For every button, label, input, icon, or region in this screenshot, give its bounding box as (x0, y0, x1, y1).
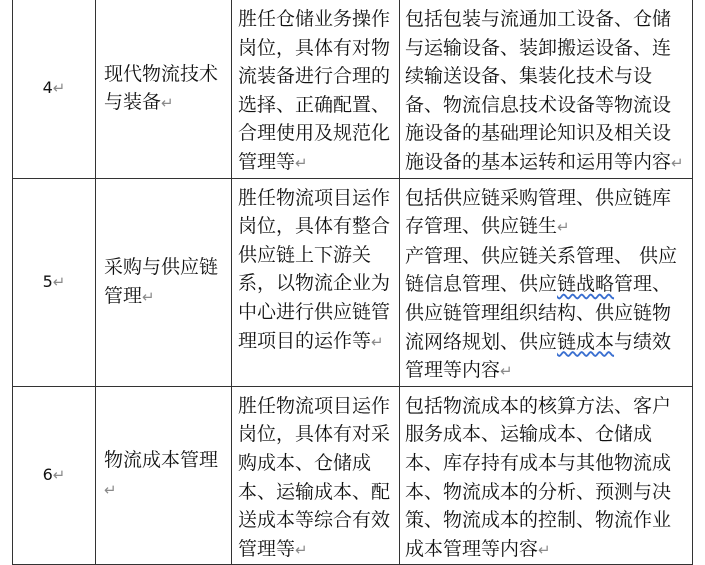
requirement-text: 胜任物流项目运作岗位，具体有对采购成本、仓储成本、运输成本、配送成本等综合有效管理等 (238, 394, 391, 560)
content-cell (400, 178, 693, 386)
paragraph-mark-icon: ↵ (371, 332, 384, 351)
course-name: 物流成本管理 (104, 449, 219, 472)
requirement-cell (232, 386, 400, 565)
paragraph-mark-icon: ↵ (295, 153, 308, 172)
table-row (13, 386, 693, 565)
content-text-part: 与绩效管理等内容 (405, 330, 672, 382)
row-number: 4 (42, 78, 53, 98)
spellcheck-underlined-text: 链战略 (557, 273, 615, 296)
requirement-text: 胜任物流项目运作岗位，具体有整合供应链上下游关系，以物流企业为中心进行供应链管理项目的运作等 (238, 186, 391, 352)
course-name-cell (96, 178, 232, 386)
course-name-cell (96, 386, 232, 565)
content-cell (400, 0, 693, 178)
content-text-part: 包括供应链采购管理、供应链库存管理、供应链生 (405, 186, 672, 238)
paragraph-mark-icon: ↵ (295, 540, 308, 559)
course-name: 现代物流技术与装备 (104, 62, 219, 114)
row-number: 6 (42, 465, 53, 485)
course-name-cell (96, 0, 232, 178)
paragraph-mark-icon: ↵ (538, 540, 551, 559)
row-number-cell (13, 178, 96, 386)
paragraph-mark-icon: ↵ (500, 362, 513, 381)
paragraph-mark-icon: ↵ (142, 287, 155, 306)
requirement-text: 胜任仓储业务操作岗位，具体有对物流装备进行合理的选择、正确配置、合理使用及规范化管理等 (238, 8, 391, 173)
spellcheck-underlined-text: 链成本 (557, 330, 615, 353)
paragraph-mark-icon: ↵ (557, 218, 570, 237)
table-row (13, 178, 693, 386)
row-number-cell (13, 386, 96, 565)
paragraph-mark-icon: ↵ (161, 94, 174, 113)
content-cell (400, 386, 693, 565)
requirement-cell (232, 0, 400, 178)
requirement-cell (232, 178, 400, 386)
row-number: 5 (42, 271, 53, 291)
table-row (13, 0, 693, 178)
paragraph-mark-icon: ↵ (671, 153, 684, 172)
paragraph-mark-icon: ↵ (52, 79, 66, 98)
content-text: 包括包装与流通加工设备、仓储与运输设备、装卸搬运设备、连续输送设备、集装化技术与设备、物流信息技术设备等物流设施设备的基础理论知识及相关设施设备的基本运转和运用等内容 (405, 8, 672, 173)
course-table (12, 0, 693, 565)
paragraph-mark-icon: ↵ (104, 481, 117, 499)
content-text: 包括物流成本的核算方法、客户服务成本、运输成本、仓储成本、库存持有成本与其他物流成本、物流成本的分析、预测与决策、物流成本的控制、物流作业成本管理等内容 (405, 394, 672, 560)
paragraph-mark-icon: ↵ (52, 466, 66, 485)
row-number-cell (13, 0, 96, 178)
paragraph-mark-icon: ↵ (52, 272, 66, 291)
content-text-part: 管理、供应链管理组织结构、供应链物流网络规划、供应 (405, 273, 672, 353)
content-text-part: 产管理、供应链关系管理、 供应链信息管理、供应 (405, 244, 678, 296)
course-name: 采购与供应链管理 (104, 256, 219, 307)
